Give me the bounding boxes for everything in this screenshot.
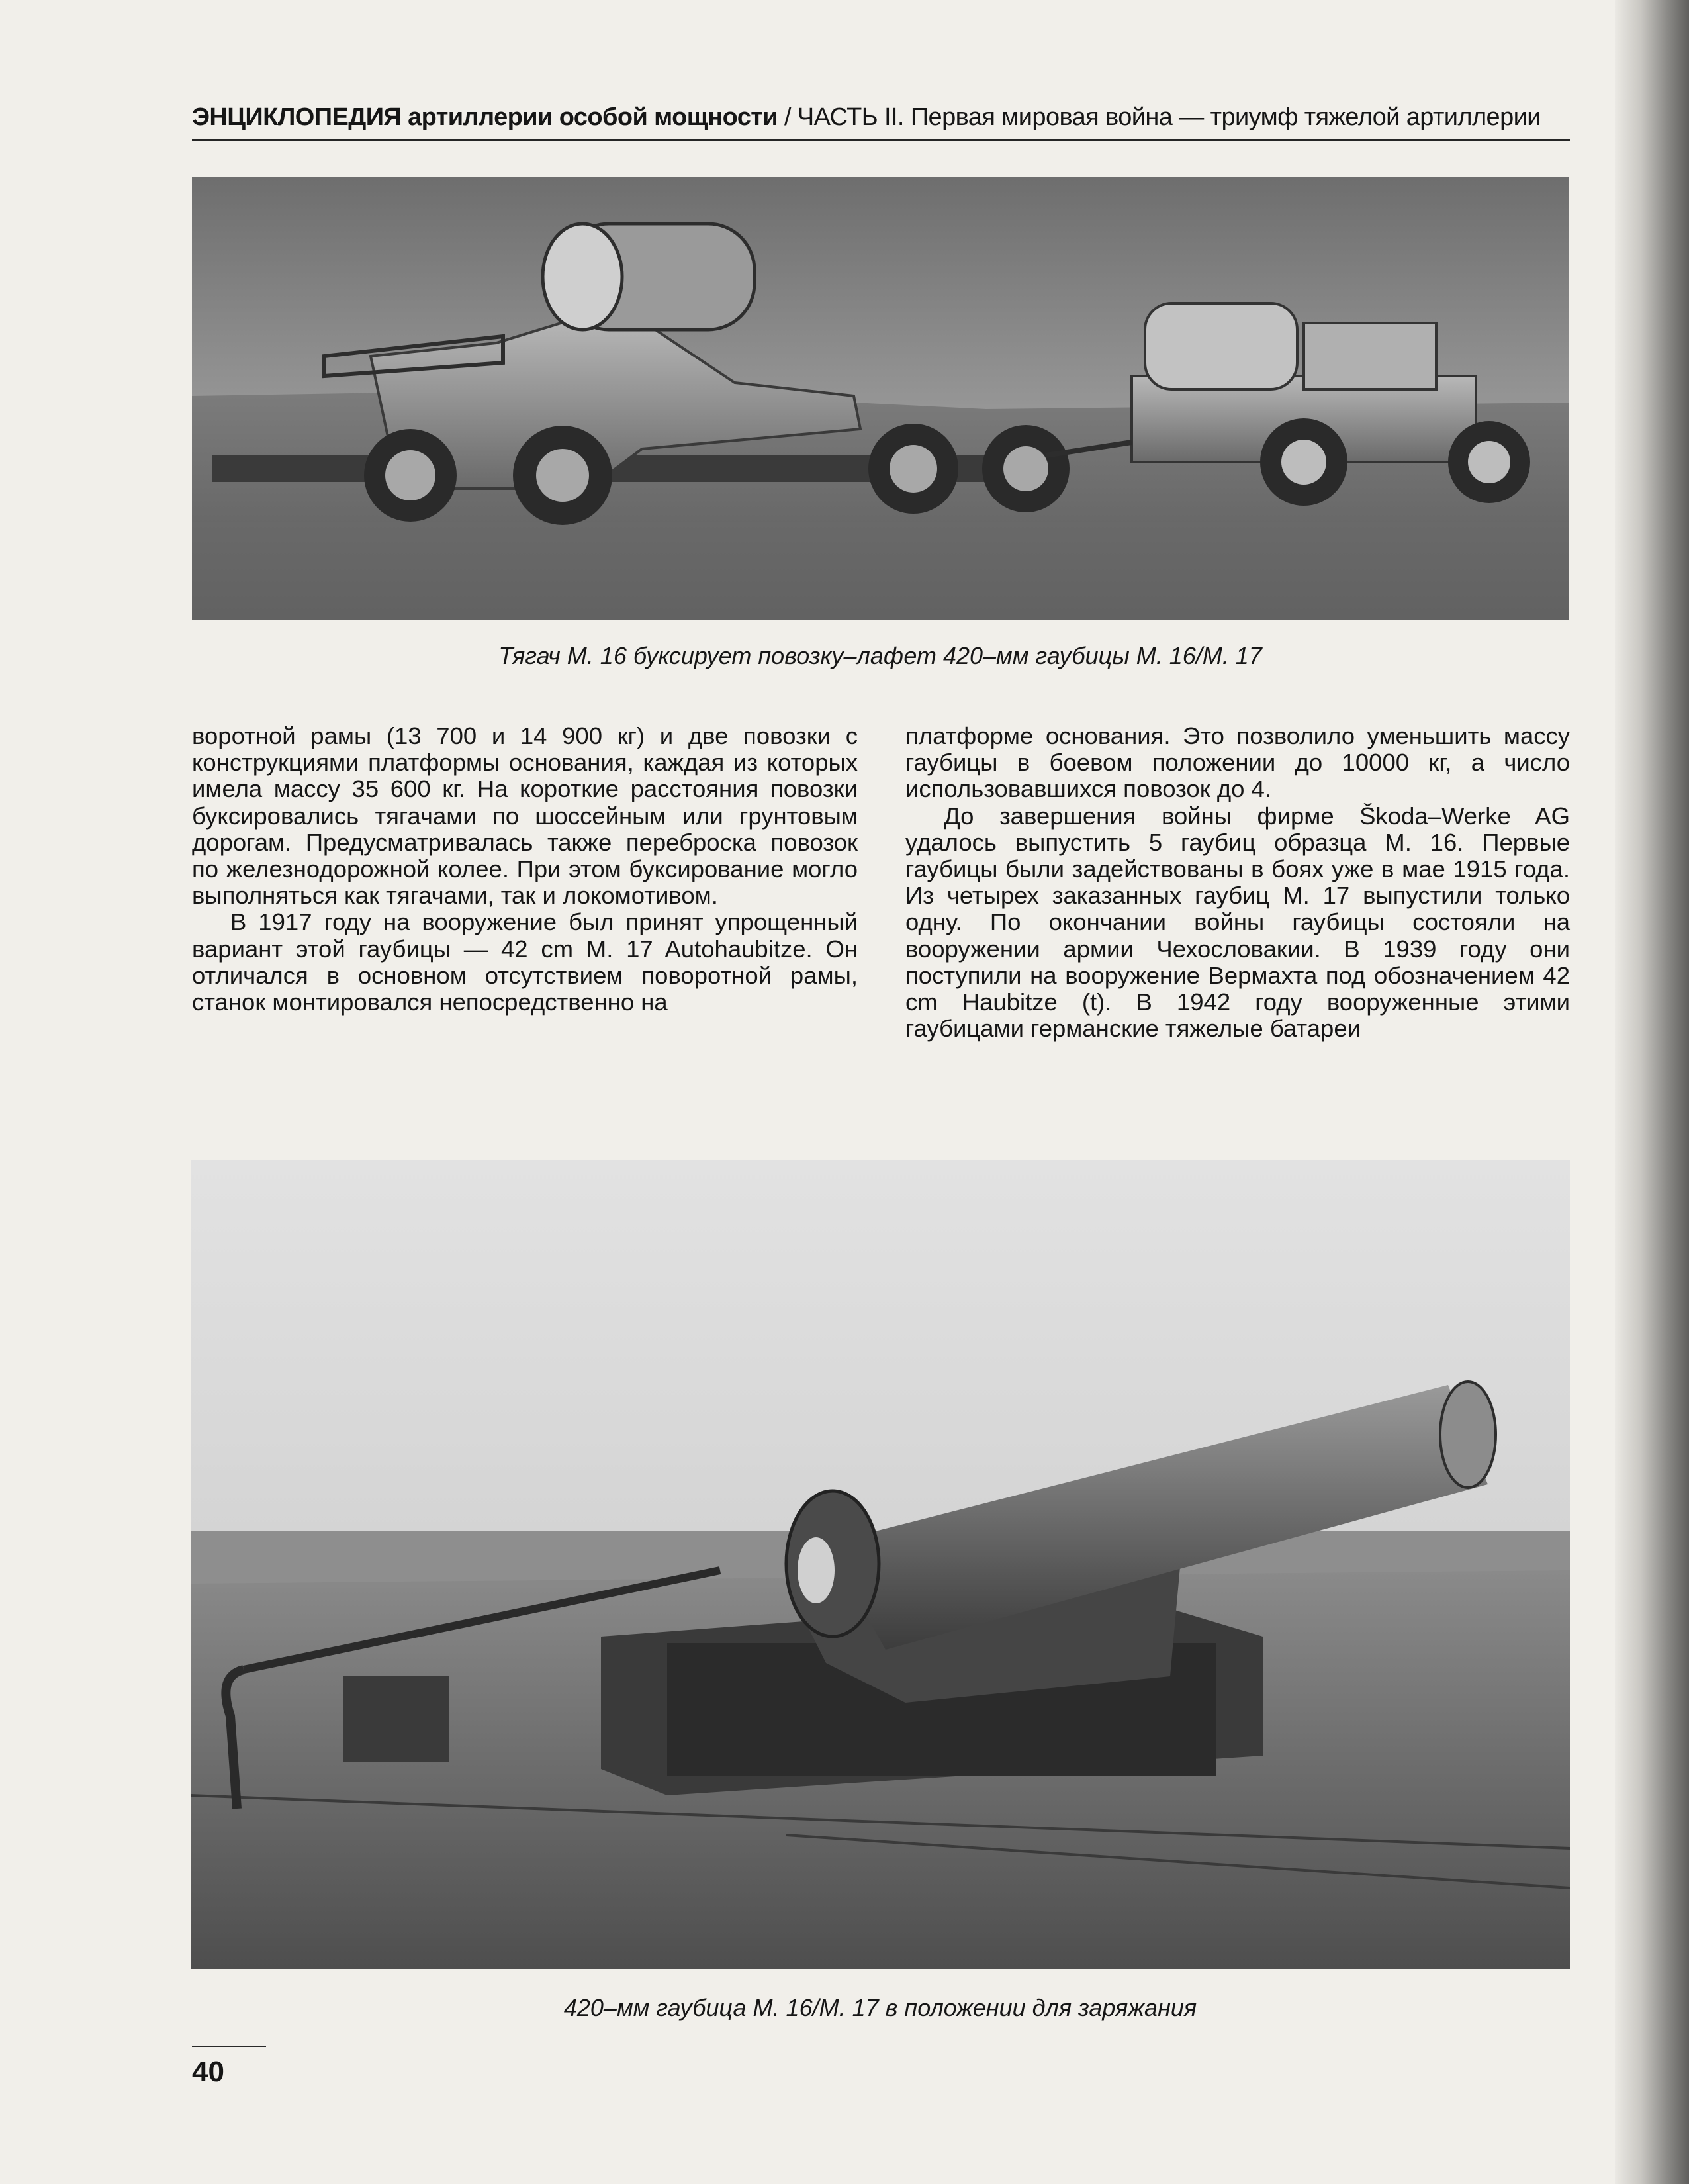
running-head-section: / ЧАСТЬ II. Первая мировая война — триумф тяжелой артиллерии bbox=[778, 103, 1541, 131]
page-binding-shadow bbox=[1615, 0, 1689, 2184]
folio-rule bbox=[192, 2046, 266, 2047]
paragraph: платформе основания. Это позволило уменьшить массу гаубицы в боевом положении до 10000 кг, а число использовавшихся повозок до 4. bbox=[905, 722, 1570, 803]
top-figure-caption: Тягач М. 16 буксирует повозку–лафет 420–мм гаубицы М. 16/М. 17 bbox=[498, 642, 1262, 669]
running-head-subtitle: артиллерии особой мощности bbox=[401, 103, 778, 131]
page-number: 40 bbox=[192, 2056, 224, 2088]
tractor-towing-carriage-illustration bbox=[192, 177, 1569, 620]
howitzer-loading-position-photo bbox=[191, 1160, 1570, 1969]
header-rule bbox=[192, 139, 1570, 141]
running-head-title: ЭНЦИКЛОПЕДИЯ bbox=[192, 103, 402, 131]
tractor-towing-carriage-photo bbox=[192, 177, 1569, 620]
paragraph: воротной рамы (13 700 и 14 900 кг) и две повозки с конструкциями платформы основания, каждая из которых имела массу 35 600 кг. На короткие расстояния повозки буксировались тягачами по шоссейным или грунтовым дорогам. Предусматривалась также переброска повозок по железнодорожной колее. При этом буксирование могло выполняться как тягачами, так и локомотивом. bbox=[192, 722, 858, 910]
paragraph: В 1917 году на вооружение был принят упрощенный вариант этой гаубицы — 42 cm M. 17 Autohaubitze. Он отличался в основном отсутствием поворотной рамы, станок монтировался непосредственно на bbox=[192, 908, 858, 1016]
paragraph: До завершения войны фирме Škoda–Werke AG удалось выпустить 5 гаубиц образца М. 16. Первые гаубицы были задействованы в боях уже в мае 1915 года. Из четырех заказанных гаубиц М. 17 выпустили только одну. По окончании войны гаубицы состояли на вооружении армии Чехословакии. В 1939 году они поступили на вооружение Вермахта под обозначением 42 cm Haubitze (t). В 1942 году вооруженные этими гаубицами германские тяжелые батареи bbox=[905, 802, 1570, 1043]
body-column-left bbox=[192, 723, 858, 1016]
body-column-right bbox=[905, 723, 1570, 1042]
bottom-figure-caption: 420–мм гаубица М. 16/М. 17 в положении для заряжания bbox=[563, 1994, 1197, 2021]
howitzer-illustration bbox=[191, 1160, 1570, 1969]
running-head bbox=[192, 99, 1569, 135]
